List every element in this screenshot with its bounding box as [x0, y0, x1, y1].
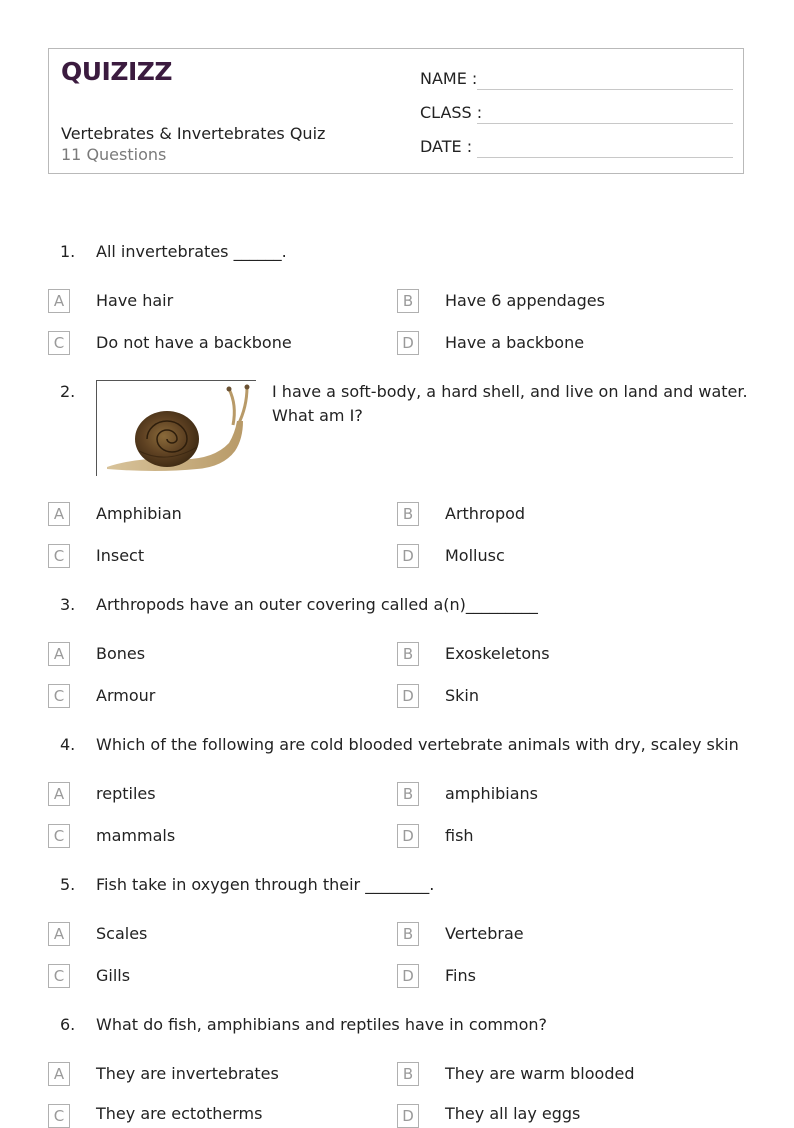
class-line[interactable] — [477, 123, 733, 124]
option-c-text: They are ectotherms — [96, 1104, 263, 1123]
question-count: 11 Questions — [61, 145, 167, 164]
option-d-text: Fins — [445, 966, 476, 985]
option-d-box[interactable]: D — [397, 331, 419, 355]
question-text: What do fish, amphibians and reptiles have in common? — [96, 1015, 548, 1034]
date-label: DATE : — [420, 137, 473, 156]
quizizz-logo: QUIZIZZ — [61, 57, 173, 86]
class-field[interactable] — [420, 103, 733, 127]
question-number: 4. — [60, 735, 76, 754]
option-c-text: Insect — [96, 546, 145, 565]
option-d-text: Have a backbone — [445, 333, 585, 352]
option-d-text: They all lay eggs — [445, 1104, 581, 1123]
option-a-text: reptiles — [96, 784, 156, 803]
option-d-box[interactable]: D — [397, 824, 419, 848]
option-a-text: Bones — [96, 644, 146, 663]
snail-illustration — [97, 381, 257, 477]
option-b-box[interactable]: B — [397, 922, 419, 946]
quiz-title: Vertebrates & Invertebrates Quiz — [61, 124, 326, 143]
option-d-text: fish — [445, 826, 474, 845]
option-d-box[interactable]: D — [397, 684, 419, 708]
option-a-box[interactable]: A — [48, 922, 70, 946]
option-b-text: amphibians — [445, 784, 539, 803]
option-b-box[interactable]: B — [397, 289, 419, 313]
question-text: Which of the following are cold blooded vertebrate animals with dry, scaley skin — [96, 735, 739, 754]
question-text: Fish take in oxygen through their ________. — [96, 875, 435, 894]
option-c-text: Gills — [96, 966, 131, 985]
question-number: 1. — [60, 242, 76, 261]
option-b-box[interactable]: B — [397, 642, 419, 666]
class-label: CLASS : — [420, 103, 483, 122]
option-c-box[interactable]: C — [48, 964, 70, 988]
name-line[interactable] — [477, 89, 733, 90]
option-c-text: Armour — [96, 686, 156, 705]
question-text: All invertebrates ______. — [96, 242, 287, 261]
question-number: 3. — [60, 595, 76, 614]
snail-image — [96, 380, 256, 476]
option-a-box[interactable]: A — [48, 642, 70, 666]
option-b-text: Arthropod — [445, 504, 526, 523]
date-line[interactable] — [477, 157, 733, 158]
option-d-box[interactable]: D — [397, 544, 419, 568]
option-b-text: Have 6 appendages — [445, 291, 605, 310]
question-number: 2. — [60, 382, 76, 401]
option-d-box[interactable]: D — [397, 964, 419, 988]
option-b-box[interactable]: B — [397, 502, 419, 526]
option-b-text: They are warm blooded — [445, 1064, 635, 1083]
option-d-text: Skin — [445, 686, 480, 705]
option-d-text: Mollusc — [445, 546, 505, 565]
option-a-box[interactable]: A — [48, 1062, 70, 1086]
question-text: Arthropods have an outer covering called a(n)_________ — [96, 595, 538, 614]
question-number: 6. — [60, 1015, 76, 1034]
option-b-box[interactable]: B — [397, 1062, 419, 1086]
option-b-box[interactable]: B — [397, 782, 419, 806]
option-a-text: Have hair — [96, 291, 174, 310]
name-field[interactable] — [420, 69, 733, 93]
option-c-box[interactable]: C — [48, 824, 70, 848]
name-label: NAME : — [420, 69, 478, 88]
question-text: I have a soft-body, a hard shell, and live on land and water. What am I? — [272, 382, 748, 425]
option-a-text: Scales — [96, 924, 148, 943]
option-a-box[interactable]: A — [48, 782, 70, 806]
date-field[interactable] — [420, 137, 733, 161]
option-d-box[interactable]: D — [397, 1104, 419, 1128]
option-c-text: mammals — [96, 826, 176, 845]
option-c-text: Do not have a backbone — [96, 333, 292, 352]
option-a-text: Amphibian — [96, 504, 182, 523]
option-c-box[interactable]: C — [48, 331, 70, 355]
option-b-text: Vertebrae — [445, 924, 524, 943]
option-a-box[interactable]: A — [48, 502, 70, 526]
option-a-text: They are invertebrates — [96, 1064, 279, 1083]
option-c-box[interactable]: C — [48, 684, 70, 708]
question-number: 5. — [60, 875, 76, 894]
option-c-box[interactable]: C — [48, 1104, 70, 1128]
option-c-box[interactable]: C — [48, 544, 70, 568]
worksheet-header — [48, 48, 744, 174]
option-b-text: Exoskeletons — [445, 644, 550, 663]
option-a-box[interactable]: A — [48, 289, 70, 313]
